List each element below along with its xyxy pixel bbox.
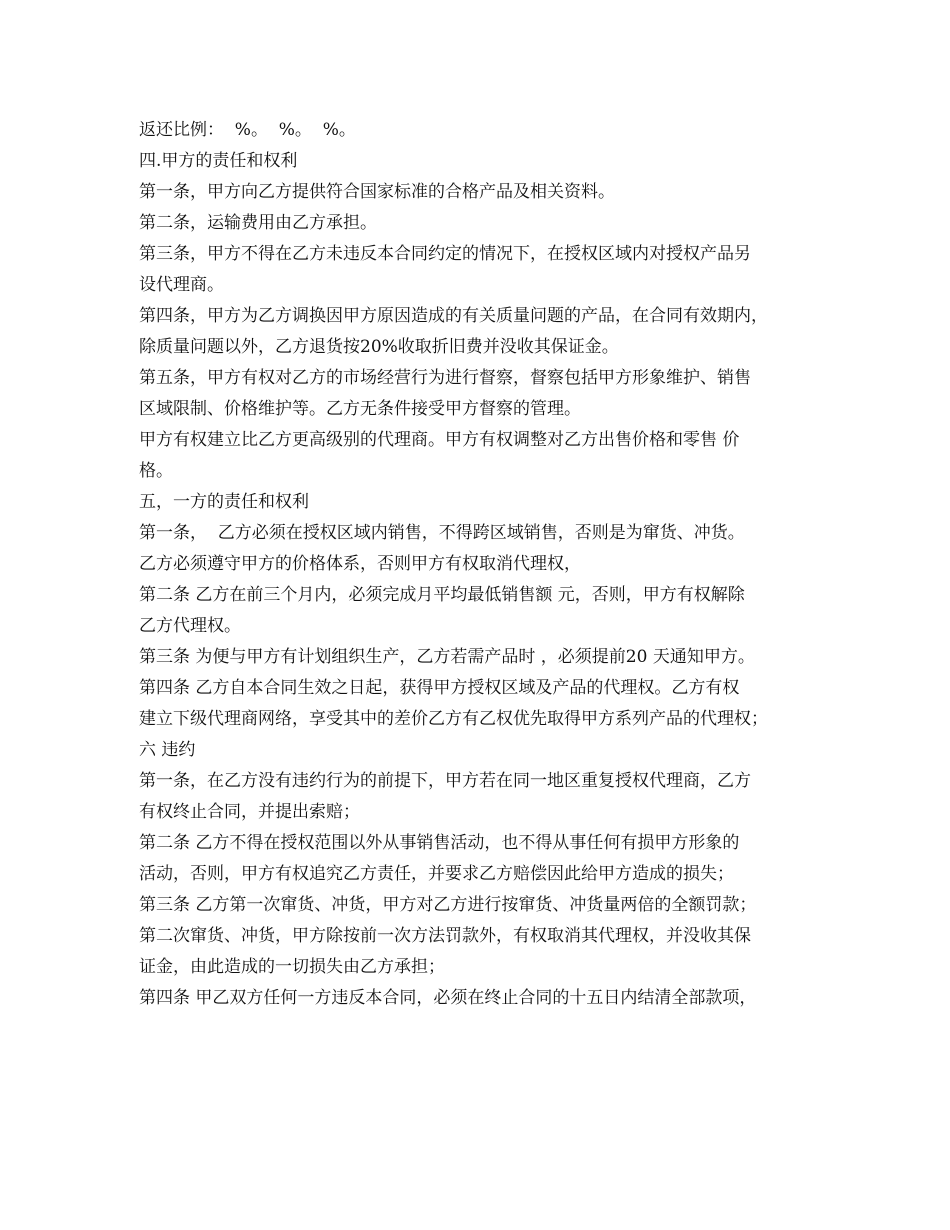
text-line: 活动，否则，甲方有权追究乙方责任，并要求乙方赔偿因此给甲方造成的损失； [139,864,734,884]
text-line: 第二条 乙方在前三个月内，必须完成月平均最低销售额 元，否则，甲方有权解除 [139,585,745,605]
text-line: 第二条 乙方不得在授权范围以外从事销售活动，也不得从事任何有损甲方形象的 [139,833,740,853]
document-body [139,115,819,1014]
text-line: 第四条 甲乙双方任何一方违反本合同，必须在终止合同的十五日内结清全部款项， [139,988,757,1008]
text-line: 建立下级代理商网络，享受其中的差价乙方有乙权优先取得甲方系列产品的代理权； [139,709,768,729]
text-line: 除质量问题以外，乙方退货按20%收取折旧费并没收其保证金。 [139,337,619,357]
text-line: 设代理商。 [139,275,224,295]
text-line: 第三条 为便与甲方有计划组织生产，乙方若需产品时 ，必须提前20 天通知甲方。 [139,647,755,667]
section-heading: 五，一方的责任和权利 [139,492,309,512]
text-line: 第二条，运输费用由乙方承担。 [139,213,377,233]
text-line: 第四条，甲方为乙方调换因甲方原因造成的有关质量问题的产品，在合同有效期内， [139,306,768,326]
text-line: 甲方有权建立比乙方更高级别的代理商。甲方有权调整对乙方出售价格和零售 价 [139,430,740,450]
text-line: 返还比例： %。 %。 %。 [139,120,356,140]
text-line: 第一条， 乙方必须在授权区域内销售，不得跨区域销售，否则是为窜货、冲货。 [139,523,745,543]
text-line: 区域限制、价格维护等。乙方无条件接受甲方督察的管理。 [139,399,581,419]
text-line: 第三条，甲方不得在乙方未违反本合同约定的情况下，在授权区域内对授权产品另 [139,244,751,264]
text-line: 第五条，甲方有权对乙方的市场经营行为进行督察，督察包括甲方形象维护、销售 [139,368,751,388]
text-line: 乙方代理权。 [139,616,241,636]
text-line: 第一条，在乙方没有违约行为的前提下，甲方若在同一地区重复授权代理商，乙方 [139,771,751,791]
text-line: 第二次窜货、冲货，甲方除按前一次方法罚款外，有权取消其代理权，并没收其保 [139,926,751,946]
text-line: 第四条 乙方自本合同生效之日起，获得甲方授权区域及产品的代理权。乙方有权 [139,678,740,698]
text-line: 第三条 乙方第一次窜货、冲货，甲方对乙方进行按窜货、冲货量两倍的全额罚款； [139,895,757,915]
section-heading: 六 违约 [139,740,196,760]
text-line: 证金，由此造成的一切损失由乙方承担； [139,957,445,977]
text-line: 乙方必须遵守甲方的价格体系，否则甲方有权取消代理权， [139,554,581,574]
section-heading: 四.甲方的责任和权利 [139,151,298,171]
text-line: 有权终止合同，并提出索赔； [139,802,360,822]
text-line: 第一条，甲方向乙方提供符合国家标准的合格产品及相关资料。 [139,182,615,202]
text-line: 格。 [139,461,173,481]
